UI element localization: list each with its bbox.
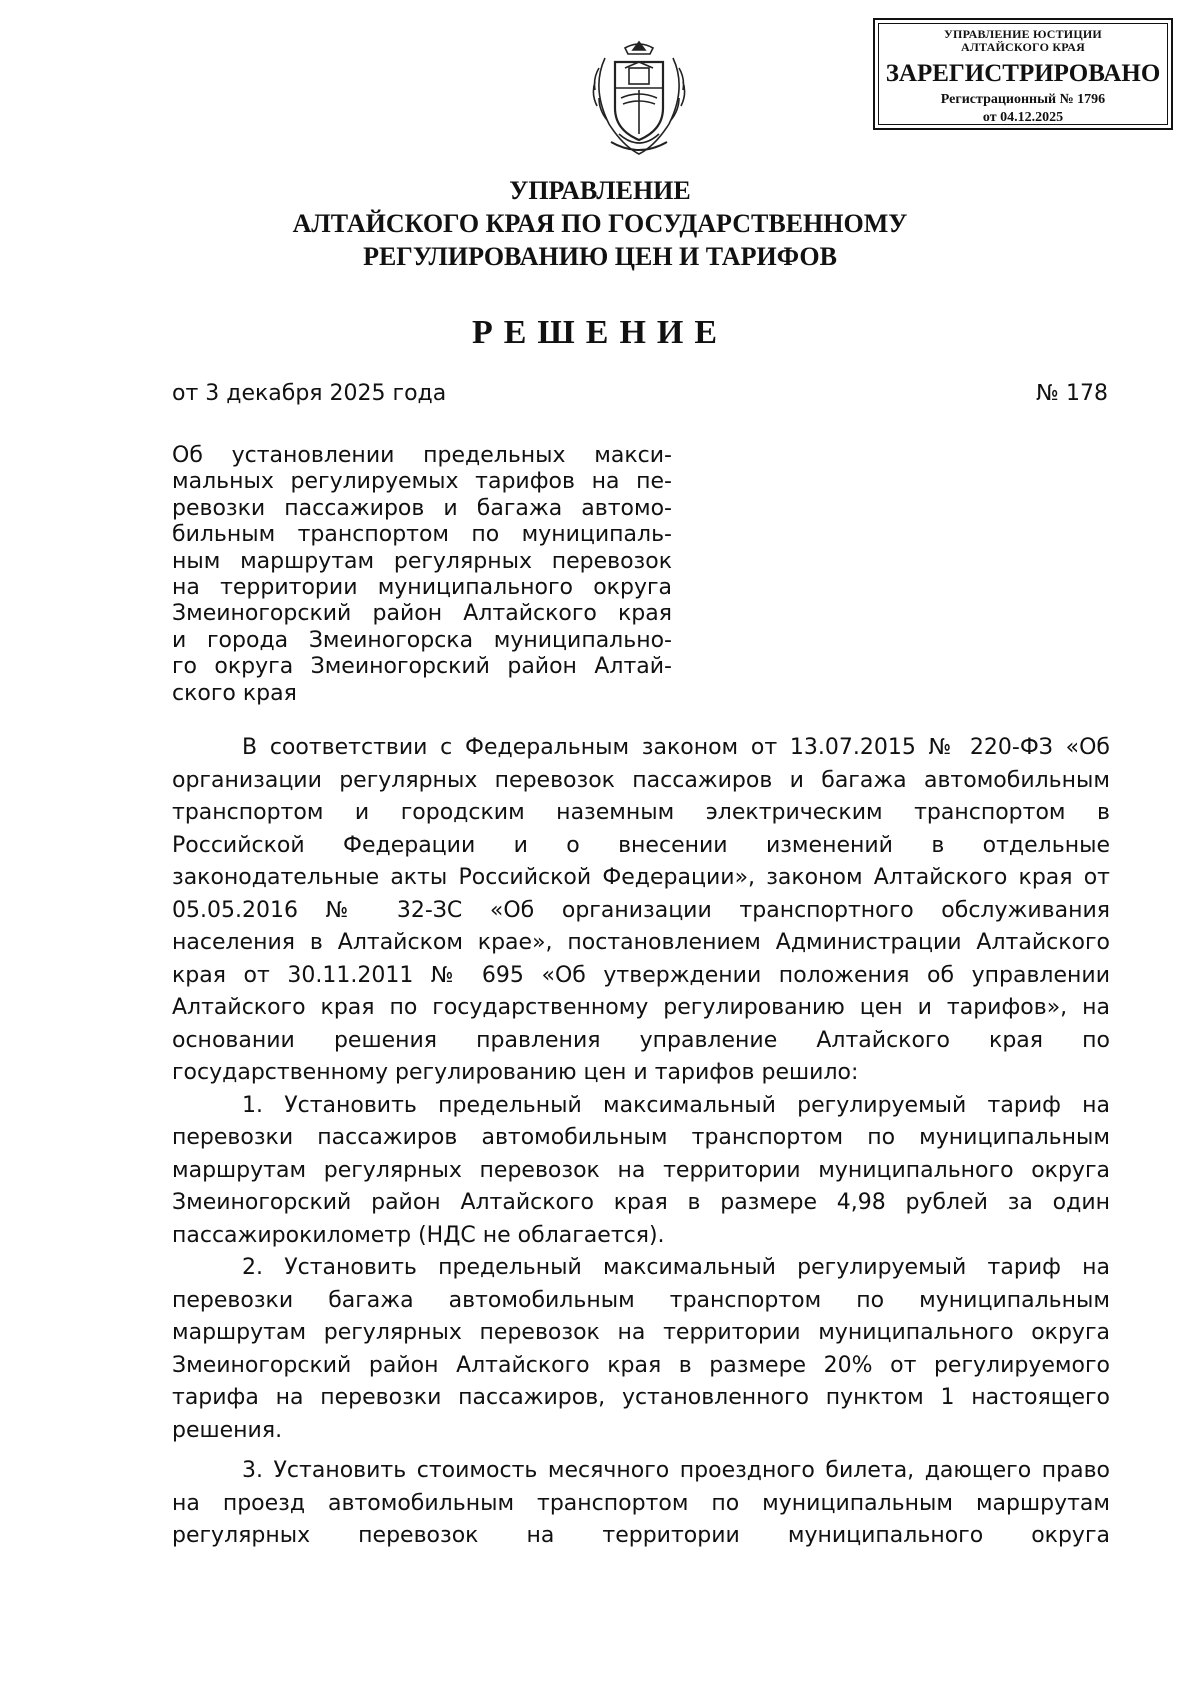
- body-line: основании решения правления управление Алтайского края по: [172, 1027, 1110, 1053]
- body-line: маршрутам регулярных перевозок на территории муниципального округа: [172, 1320, 1110, 1345]
- body-line: В соответствии с Федеральным законом от 13.07.2015 № 220-ФЗ «Об: [242, 735, 1110, 760]
- preamble-paragraph: [172, 732, 1110, 1090]
- subject-line: го округа Змеиногорский район Алтай-: [172, 654, 672, 680]
- body-line: 05.05.2016 № 32-ЗС «Об организации транспортного обслуживания: [172, 897, 1110, 923]
- stamp-reg-date: от 04.12.2025: [982, 110, 1064, 125]
- body-line: транспортом и городским наземным электрическим транспортом в: [172, 800, 1110, 825]
- body-line: Змеиногорский район Алтайского края в размере 4,98 рублей за один: [172, 1190, 1110, 1215]
- body-line: Змеиногорский район Алтайского края в размере 20% от регулируемого: [172, 1352, 1110, 1378]
- document-subject: [172, 443, 672, 707]
- body-line: маршрутам регулярных перевозок на территории муниципального округа: [172, 1157, 1110, 1183]
- subject-line: мальных регулируемых тарифов на пе-: [172, 469, 672, 495]
- item-2-paragraph: [172, 1252, 1110, 1447]
- body-line: решения.: [172, 1417, 283, 1443]
- body-line: перевозки багажа автомобильным транспортом по муниципальным: [172, 1287, 1110, 1313]
- stamp-organization: УПРАВЛЕНИЕ ЮСТИЦИИ АЛТАЙСКОГО КРАЯ: [944, 27, 1102, 54]
- subject-line: ского края: [172, 680, 297, 706]
- body-line: населения в Алтайском крае», постановлением Администрации Алтайского: [172, 930, 1110, 955]
- document-number: № 178: [1036, 381, 1108, 406]
- body-line: 2. Установить предельный максимальный регулируемый тариф на: [242, 1255, 1110, 1280]
- registration-stamp: [873, 18, 1173, 130]
- document-body: [172, 732, 1110, 1553]
- body-line: организации регулярных перевозок пассажиров и багажа автомобильным: [172, 767, 1110, 793]
- item-3-paragraph: [172, 1455, 1110, 1553]
- agency-name: УПРАВЛЕНИЕ АЛТАЙСКОГО КРАЯ ПО ГОСУДАРСТВЕННОМУ РЕГУЛИРОВАНИЮ ЦЕН И ТАРИФОВ: [292, 176, 908, 271]
- subject-line: на территории муниципального округа: [172, 575, 672, 601]
- subject-line: ревозки пассажиров и багажа автомо-: [172, 495, 672, 521]
- body-line: 1. Установить предельный максимальный регулируемый тариф на: [242, 1092, 1110, 1118]
- subject-line: Об установлении предельных макси-: [172, 443, 672, 468]
- body-line: Российской Федерации и о внесении изменений в отдельные: [172, 832, 1110, 858]
- body-line: края от 30.11.2011 № 695 «Об утверждении положения об управлении: [172, 962, 1110, 988]
- subject-line: Змеиногорский район Алтайского края: [172, 601, 672, 627]
- body-line: перевозки пассажиров автомобильным транспортом по муниципальным: [172, 1125, 1110, 1150]
- subject-line: бильным транспортом по муниципаль-: [172, 522, 672, 548]
- body-line: на проезд автомобильным транспортом по муниципальным маршрутам: [172, 1490, 1110, 1516]
- subject-line: ным маршрутам регулярных перевозок: [172, 548, 672, 574]
- document-type-title: РЕШЕНИЕ: [471, 314, 729, 351]
- item-1-paragraph: [172, 1090, 1110, 1253]
- subject-line: и города Змеиногорска муниципально-: [172, 627, 672, 653]
- body-line: тарифа на перевозки пассажиров, установленного пунктом 1 настоящего: [172, 1385, 1110, 1410]
- stamp-status: ЗАРЕГИСТРИРОВАНО: [885, 60, 1161, 87]
- document-date: от 3 декабря 2025 года: [172, 381, 447, 406]
- body-line: пассажирокилометр (НДС не облагается).: [172, 1222, 665, 1248]
- body-line: Алтайского края по государственному регулированию цен и тарифов», на: [172, 995, 1110, 1020]
- body-line: 3. Установить стоимость месячного проездного билета, дающего право: [242, 1458, 1110, 1483]
- body-line: регулярных перевозок на территории муниципального округа: [172, 1523, 1110, 1548]
- stamp-reg-number: Регистрационный № 1796: [940, 92, 1106, 107]
- body-line: государственному регулированию цен и тарифов решило:: [172, 1060, 859, 1085]
- body-line: законодательные акты Российской Федерации», законом Алтайского края от: [172, 865, 1110, 890]
- coat-of-arms-icon: [585, 38, 693, 160]
